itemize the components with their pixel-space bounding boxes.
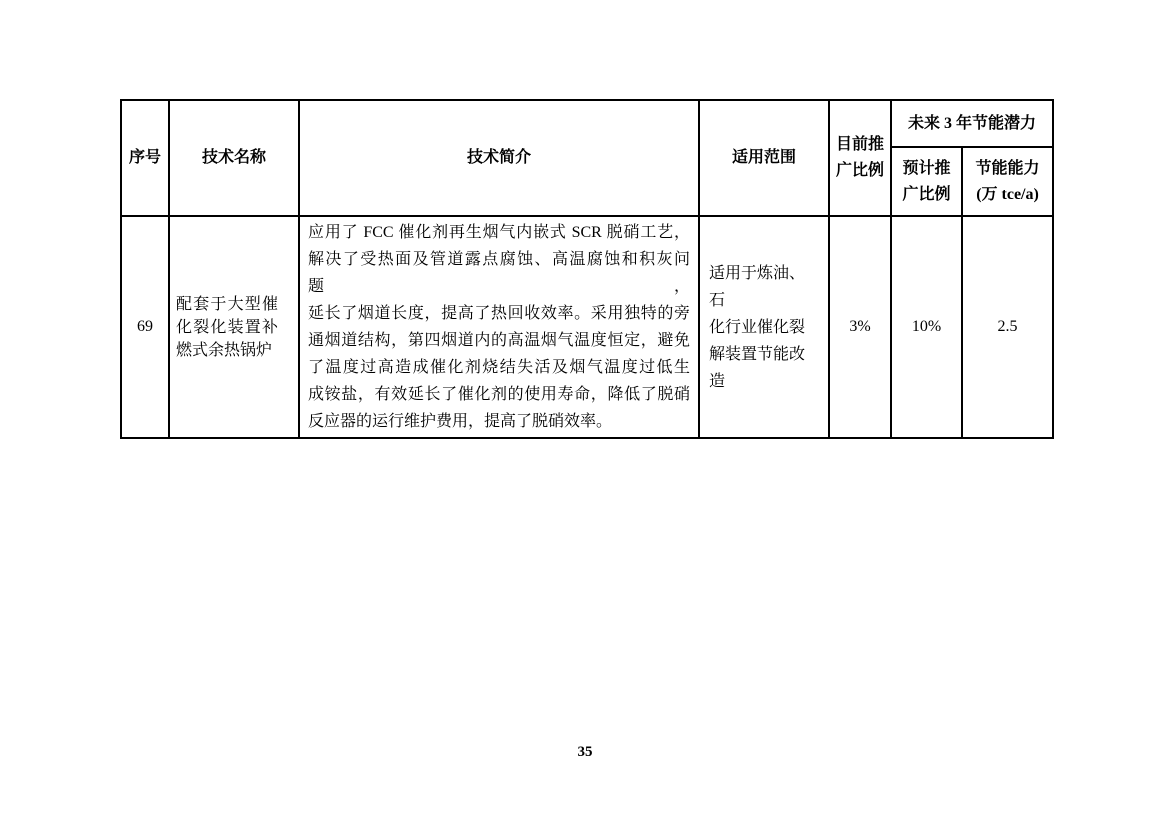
text-line: 解决了受热面及管道露点腐蚀、高温腐蚀和积灰问题， — [308, 251, 690, 295]
header-text-line: 广比例 — [835, 162, 884, 179]
text-line: 应用了 FCC 催化剂再生烟气内嵌式 SCR 脱硝工艺， — [308, 224, 690, 241]
header-cell-current-ratio — [829, 100, 891, 216]
header-cell-scope: 适用范围 — [699, 100, 829, 216]
header-cell-index: 序号 — [121, 100, 169, 216]
text-line: 延长了烟道长度，提高了热回收效率。采用独特的旁 — [308, 305, 690, 322]
text-line: 了温度过高造成催化剂烧结失活及烟气温度过低生 — [308, 359, 690, 376]
header-text-line: 广比例 — [902, 185, 951, 203]
cell-scope — [699, 216, 829, 438]
header-text-line: (万 tce/a) — [976, 185, 1039, 203]
cell-saving-capacity: 2.5 — [962, 216, 1053, 438]
cell-current-ratio: 3% — [829, 216, 891, 438]
technology-table — [120, 99, 1054, 439]
cell-expected-ratio: 10% — [891, 216, 962, 438]
text-line: 燃式余热锅炉 — [176, 341, 273, 359]
text-line: 反应器的运行维护费用，提高了脱硝效率。 — [308, 413, 613, 430]
header-text-line: 预计推 — [902, 159, 951, 177]
header-cell-expected-ratio — [891, 147, 962, 216]
header-cell-tech-intro: 技术简介 — [299, 100, 699, 216]
header-cell-tech-name: 技术名称 — [169, 100, 299, 216]
cell-tech-name — [169, 216, 299, 438]
text-line: 化裂化装置补 — [176, 318, 278, 336]
text-line: 适用于炼油、石 — [709, 264, 806, 309]
header-text-line: 目前推 — [835, 136, 884, 153]
text-line: 解装置节能改 — [709, 345, 806, 363]
text-line: 通烟道结构，第四烟道内的高温烟气温度恒定，避免 — [308, 332, 690, 349]
header-cell-saving-capacity — [962, 147, 1053, 216]
table-row — [121, 216, 1053, 438]
header-text-line: 节能能力 — [975, 159, 1040, 177]
text-line: 成铵盐，有效延长了催化剂的使用寿命，降低了脱硝 — [308, 386, 690, 403]
header-cell-future-potential-group: 未来 3 年节能潜力 — [891, 100, 1053, 147]
text-line: 造 — [709, 372, 726, 390]
page-number: 35 — [577, 744, 593, 760]
text-line: 化行业催化裂 — [709, 318, 806, 336]
cell-tech-intro — [299, 216, 699, 438]
cell-index: 69 — [121, 216, 169, 438]
text-line: 配套于大型催 — [176, 295, 278, 313]
